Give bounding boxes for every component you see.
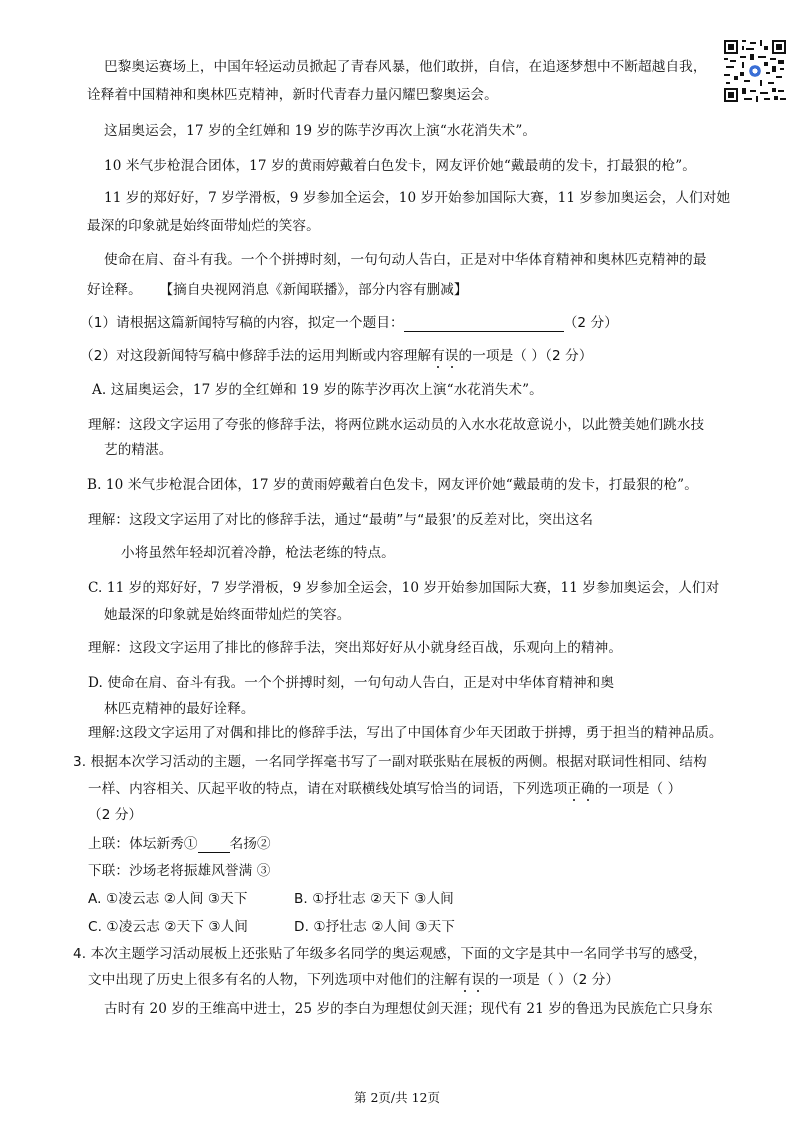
question-4: 4. 本次主题学习活动展板上还张贴了年级多名同学的奥运观感，下面的文字是其中一名同学书写的感受， — [73, 946, 707, 962]
option-d: D. 使命在肩、奋斗有我。一个个拼搏时刻，一句句动人告白，正是对中华体育精神和奥 — [88, 675, 615, 691]
couplet-upper — [88, 835, 271, 853]
question-text: 一样、内容相关、仄起平收的特点，请在对联横线处填写恰当的词语，下列选项 — [88, 781, 568, 797]
question-3-option-b: B. ①抒壮志 ②天下 ③人间 — [294, 891, 454, 907]
source-note: 【摘自央视网消息《新闻联播》，部分内容有删减】 — [159, 282, 468, 298]
question-4-passage: 古时有 20 岁的王维高中进士，25 岁的李白为理想仗剑天涯；现代有 21 岁的鲁迅为民族危亡只身东 — [104, 1001, 713, 1017]
question-text: 的一项是（ ） — [594, 781, 682, 797]
option-a: A. 这届奥运会，17 岁的全红婵和 19 岁的陈芋汐再次上演“水花消失术”。 — [92, 382, 543, 398]
emphasis-char: 误 — [444, 348, 459, 364]
option-b-explanation: 小将虽然年轻却沉着冷静，枪法老练的特点。 — [121, 545, 395, 561]
answer-blank — [404, 317, 564, 332]
question-score: （2 分） — [563, 315, 618, 331]
question-1 — [80, 314, 618, 332]
emphasis-char: 正 — [567, 781, 581, 797]
question-text: 文中出现了历史上很多有名的人物，下列选项中对他们的注解 — [88, 972, 458, 988]
question-text: （2）对这段新闻特写稿中修辞手法的运用判断或内容理解 — [80, 348, 432, 364]
question-3: 3. 根据本次学习活动的主题，一名同学挥毫书写了一副对联张贴在展板的两侧。根据对联词性相同、结构 — [73, 754, 707, 770]
option-c: C. 11 岁的郑好好，7 岁学滑板，9 岁参加全运会，10 岁开始参加国际大赛，11 岁参加奥运会，人们对 — [88, 580, 720, 596]
paragraph-line: 使命在肩、奋斗有我。一个个拼搏时刻，一句句动人告白，正是对中华体育精神和奥林匹克精神的最 — [104, 252, 707, 268]
emphasis-char: 有 — [457, 972, 472, 988]
question-3-option-c: C. ①凌云志 ②天下 ③人间 — [88, 919, 248, 935]
page-footer: 第 2页/共 12页 — [353, 1090, 441, 1105]
option-d-explanation: 理解:这段文字运用了对偶和排比的修辞手法，写出了中国体育少年天团敢于拼搏，勇于担当的精神品质。 — [88, 725, 723, 741]
option-b-explanation: 理解：这段文字运用了对比的修辞手法，通过“最萌”与“最狠’的反差对比，突出这名 — [88, 512, 594, 528]
question-3-option-a: A. ①凌云志 ②人间 ③天下 — [88, 891, 248, 907]
emphasis-char: 误 — [471, 972, 486, 988]
question-2 — [80, 347, 593, 365]
couplet-lower: 下联：沙场老将振雄风誉满 ③ — [88, 863, 271, 879]
question-text: 的一项是（ ）（2 分） — [485, 972, 620, 988]
question-3-score: （2 分） — [88, 807, 143, 823]
option-c-explanation: 理解：这段文字运用了排比的修辞手法，突出郑好好从小就身经百战，乐观向上的精神。 — [88, 640, 623, 656]
option-c: 她最深的印象就是始终面带灿烂的笑容。 — [104, 607, 351, 623]
couplet-text: 名扬② — [229, 836, 271, 852]
option-b: B. 10 米气步枪混合团体，17 岁的黄雨婷戴着白色发卡，网友评价她“戴最萌的发卡，打最狠的枪”。 — [87, 477, 698, 493]
option-a-explanation: 艺的精湛。 — [104, 442, 173, 458]
question-3-option-d: D. ①抒壮志 ②人间 ③天下 — [294, 919, 455, 935]
question-text: 的一项是（ ）（2 分） — [458, 348, 593, 364]
option-a-explanation: 理解：这段文字运用了夸张的修辞手法，将两位跳水运动员的入水水花故意说小，以此赞美她们跳水技 — [88, 417, 705, 433]
question-3 — [88, 780, 681, 798]
couplet-text: 上联：体坛新秀① — [88, 836, 198, 852]
paragraph-line: 最深的印象就是始终面带灿烂的笑容。 — [87, 218, 320, 234]
qr-code-icon — [724, 40, 786, 102]
question-4 — [88, 971, 619, 989]
paragraph-line: 诠释着中国精神和奥林匹克精神，新时代青春力量闪耀巴黎奥运会。 — [87, 87, 498, 103]
paragraph-text: 好诠释。 — [87, 282, 142, 298]
couplet-blank — [198, 839, 230, 853]
emphasis-char: 确 — [580, 781, 595, 797]
paragraph-line: 11 岁的郑好好，7 岁学滑板，9 岁参加全运会，10 岁开始参加国际大赛，11 岁参加奥运会，人们对她 — [104, 190, 731, 206]
emphasis-char: 有 — [431, 348, 445, 364]
paragraph-line — [87, 281, 468, 299]
paragraph-line: 这届奥运会，17 岁的全红婵和 19 岁的陈芋汐再次上演“水花消失术”。 — [104, 123, 537, 139]
paragraph-line: 10 米气步枪混合团体，17 岁的黄雨婷戴着白色发卡，网友评价她“戴最萌的发卡，打最狠的枪”。 — [104, 158, 696, 174]
question-text: （1）请根据这篇新闻特写稿的内容，拟定一个题目： — [80, 315, 404, 331]
paragraph-line: 巴黎奥运赛场上，中国年轻运动员掀起了青春风暴，他们敢拼，自信，在追逐梦想中不断超越自我， — [104, 59, 707, 75]
option-d: 林匹克精神的最好诠释。 — [104, 701, 255, 717]
